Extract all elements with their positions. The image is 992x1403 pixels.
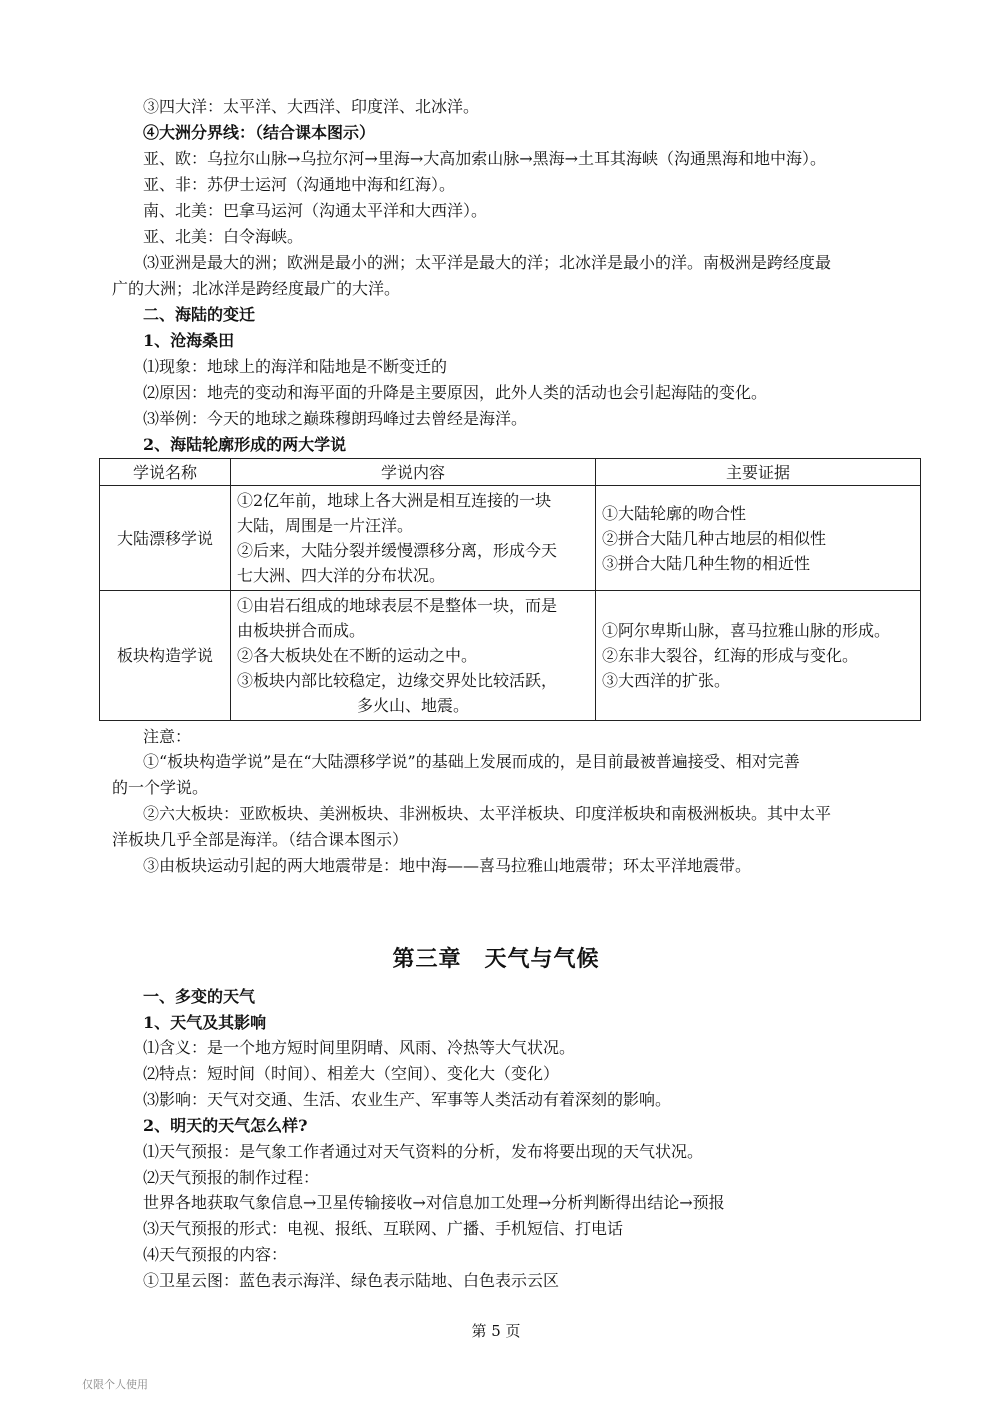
cell-line: ①大陆轮廓的吻合性 [602,503,747,523]
table-row [100,486,921,591]
text-line: ⑶亚洲是最大的洲；欧洲是最小的洲；太平洋是最大的洋；北冰洋是最小的洋。南极洲是跨经度最 [143,253,832,272]
theory-content-cell [231,591,596,721]
text-line: ⑵原因：地壳的变动和海平面的升降是主要原因，此外人类的活动也会引起海陆的变化。 [143,383,768,402]
text-line: ⑶影响：天气对交通、生活、农业生产、军事等人类活动有着深刻的影响。 [143,1090,672,1109]
cell-line: ③拼合大陆几种生物的相近性 [602,553,811,573]
text-line: ⑵天气预报的制作过程： [143,1168,320,1187]
theory-content-cell [231,486,596,591]
text-line: ②六大板块：亚欧板块、美洲板块、非洲板块、太平洋板块、印度洋板块和南极洲板块。其中太平 [143,804,832,823]
theory-evidence-cell [596,486,921,591]
text-line: 的一个学说。 [112,778,209,797]
cell-line: 由板块拼合而成。 [237,621,366,640]
text-line: ⑴现象：地球上的海洋和陆地是不断变迁的 [143,357,448,376]
chapter-title: 第三章 天气与气候 [392,946,600,972]
text-line: 世界各地获取气象信息→卫星传输接收→对信息加工处理→分析判断得出结论→预报 [143,1193,725,1212]
cell-line: 大陆，周围是一片汪洋。 [237,516,414,535]
cell-line: ②拼合大陆几种古地层的相似性 [602,528,827,548]
subsection-heading: 2、明天的天气怎么样? [143,1116,308,1135]
cell-line: ②东非大裂谷，红海的形成与变化。 [602,646,859,665]
subsection-heading: 2、海陆轮廓形成的两大学说 [143,435,347,454]
text-line: 亚、北美：白令海峡。 [143,227,304,246]
note-heading: 注意： [143,727,192,746]
text-line: ⑴天气预报：是气象工作者通过对天气资料的分析，发布将要出现的天气状况。 [143,1142,704,1161]
text-line: ⑶举例：今天的地球之巅珠穆朗玛峰过去曾经是海洋。 [143,409,528,428]
subsection-heading: 1、沧海桑田 [143,331,235,350]
table-row [100,591,921,721]
text-line: 洋板块几乎全部是海洋。（结合课本图示） [112,830,409,849]
table-header-cell: 学说名称 [100,459,231,486]
text-line: ⑶天气预报的形式：电视、报纸、互联网、广播、手机短信、打电话 [143,1219,624,1238]
theory-table [99,458,921,721]
text-line: ①“板块构造学说”是在“大陆漂移学说”的基础上发展而成的，是目前最被普遍接受、相对完善 [143,752,800,771]
cell-line: ③板块内部比较稳定，边缘交界处比较活跃， [237,671,558,690]
theory-name-cell: 大陆漂移学说 [100,486,231,591]
text-line: ③由板块运动引起的两大地震带是：地中海——喜马拉雅山地震带；环太平洋地震带。 [143,856,752,875]
text-line: 亚、欧：乌拉尔山脉→乌拉尔河→里海→大高加索山脉→黑海→土耳其海峡（沟通黑海和地中海）。 [143,149,827,168]
cell-line: 多火山、地震。 [356,696,469,715]
text-line: ①卫星云图：蓝色表示海洋、绿色表示陆地、白色表示云区 [143,1271,560,1290]
subsection-heading: 1、天气及其影响 [143,1013,267,1032]
text-line: ④大洲分界线：（结合课本图示） [143,123,376,142]
cell-line: ②后来，大陆分裂并缓慢漂移分离，形成今天 [237,541,558,560]
theory-evidence-cell [596,591,921,721]
cell-line: ②各大板块处在不断的运动之中。 [237,646,478,665]
cell-line: 七大洲、四大洋的分布状况。 [237,566,446,585]
cell-line: ①由岩石组成的地球表层不是整体一块，而是 [237,596,558,615]
cell-line: ③大西洋的扩张。 [602,671,731,690]
cell-line: ①2亿年前，地球上各大洲是相互连接的一块 [237,491,552,510]
section-heading: 一、多变的天气 [143,987,256,1006]
page-number: 第 5 页 [471,1322,521,1340]
table-header-row [100,459,921,486]
theory-name-cell: 板块构造学说 [100,591,231,721]
text-line: ⑴含义：是一个地方短时间里阴晴、风雨、冷热等大气状况。 [143,1038,576,1057]
table-header-cell: 学说内容 [231,459,596,486]
text-line: 亚、非：苏伊士运河（沟通地中海和红海）。 [143,175,456,194]
text-line: ③四大洋：太平洋、大西洋、印度洋、北冰洋。 [143,97,480,116]
table-header-cell: 主要证据 [596,459,921,486]
text-line: ⑵特点：短时间（时间）、相差大（空间）、变化大（变化） [143,1064,560,1083]
section-heading: 二、海陆的变迁 [143,305,256,324]
text-line: 南、北美：巴拿马运河（沟通太平洋和大西洋）。 [143,201,488,220]
footer-note: 仅限个人使用 [82,1378,148,1391]
text-line: 广的大洲；北冰洋是跨经度最广的大洋。 [112,279,401,298]
cell-line: ①阿尔卑斯山脉，喜马拉雅山脉的形成。 [602,621,891,640]
text-line: ⑷天气预报的内容： [143,1245,288,1264]
